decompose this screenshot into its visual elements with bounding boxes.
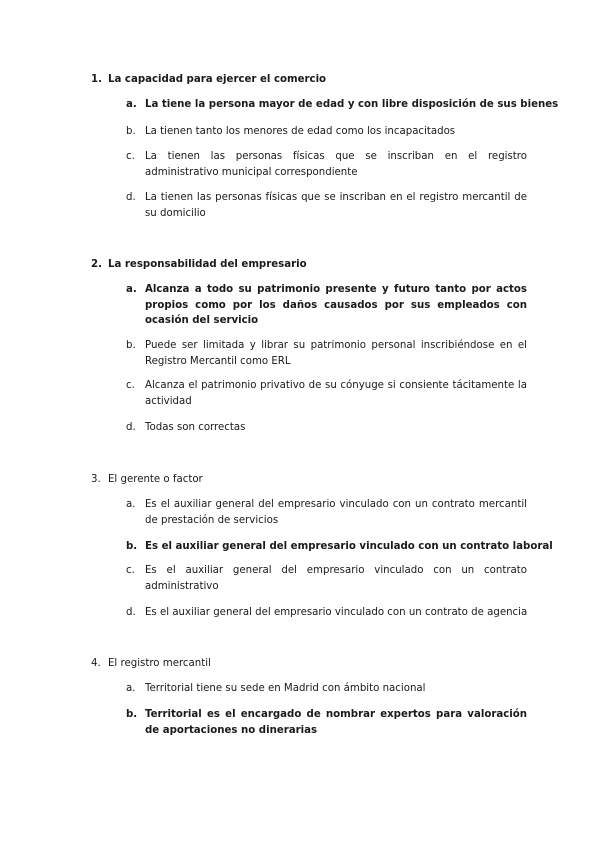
question-number: 3. <box>91 474 101 485</box>
question-number: 2. <box>91 259 102 270</box>
question-1-option-d <box>126 190 527 221</box>
option-text: La tienen tanto los menores de edad como los incapacitados <box>145 126 456 137</box>
option-letter: b. <box>126 709 138 720</box>
option-text: La tiene la persona mayor de edad y con libre disposición de sus bienes <box>145 99 559 110</box>
option-letter: b. <box>126 340 136 351</box>
question-3-option-d <box>126 605 527 621</box>
question-1-option-c <box>126 149 527 180</box>
option-text: Todas son correctas <box>145 422 246 433</box>
option-text: Territorial tiene su sede en Madrid con ámbito nacional <box>145 683 426 694</box>
question-text: El gerente o factor <box>108 474 203 485</box>
question-4-option-b <box>126 707 527 738</box>
option-text: Alcanza a todo su patrimonio presente y futuro tanto por actos propios como por los daños causados por sus empleados con ocasión del servicio <box>145 284 527 326</box>
option-letter: c. <box>126 151 135 162</box>
option-text: La tienen las personas físicas que se inscriban en el registro administrativo municipal correspondiente <box>145 151 527 178</box>
option-letter: d. <box>126 607 136 618</box>
option-letter: d. <box>126 192 136 203</box>
question-number: 4. <box>91 658 101 669</box>
option-letter: a. <box>126 499 136 510</box>
question-text: La responsabilidad del empresario <box>108 259 307 270</box>
option-text: Es el auxiliar general del empresario vinculado con un contrato administrativo <box>145 565 527 592</box>
option-text: Es el auxiliar general del empresario vinculado con un contrato mercantil de prestación de servicios <box>145 499 527 526</box>
question-1-option-b <box>126 124 527 140</box>
question-text: La capacidad para ejercer el comercio <box>108 74 327 85</box>
question-3-option-b <box>126 539 553 555</box>
question-4-option-a <box>126 681 527 697</box>
question-2-option-c <box>126 378 527 409</box>
question-1-option-a <box>126 97 559 113</box>
option-text: Es el auxiliar general del empresario vinculado con un contrato laboral <box>145 541 553 552</box>
question-3-option-a <box>126 497 527 528</box>
option-text: La tienen las personas físicas que se inscriban en el registro mercantil de su domicilio <box>145 192 527 219</box>
option-letter: c. <box>126 380 135 391</box>
option-letter: c. <box>126 565 135 576</box>
question-2-option-b <box>126 338 527 369</box>
question-3-option-c <box>126 563 527 594</box>
option-letter: b. <box>126 541 138 552</box>
option-text: Es el auxiliar general del empresario vinculado con un contrato de agencia <box>145 607 528 618</box>
question-2-option-a <box>126 282 527 329</box>
option-letter: a. <box>126 99 137 110</box>
option-text: Alcanza el patrimonio privativo de su cónyuge si consiente tácitamente la actividad <box>145 380 527 407</box>
option-text: Territorial es el encargado de nombrar expertos para valoración de aportaciones no dinerarias <box>145 709 527 736</box>
option-letter: a. <box>126 683 136 694</box>
option-letter: a. <box>126 284 137 295</box>
option-text: Puede ser limitada y librar su patrimonio personal inscribiéndose en el Registro Mercantil como ERL <box>145 340 527 367</box>
option-letter: d. <box>126 422 136 433</box>
question-number: 1. <box>91 74 102 85</box>
question-2-option-d <box>126 420 527 436</box>
option-letter: b. <box>126 126 136 137</box>
question-text: El registro mercantil <box>108 658 211 669</box>
